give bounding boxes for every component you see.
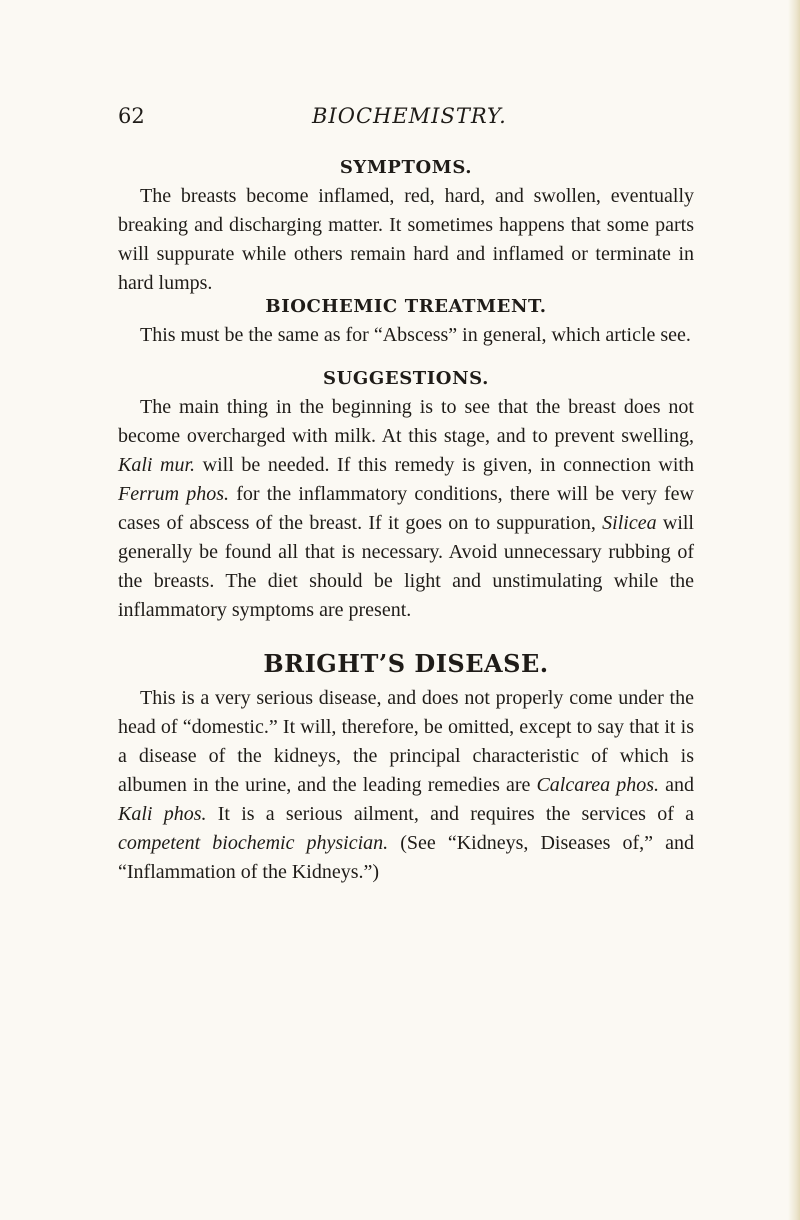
page-header <box>118 104 678 134</box>
brights-disease-heading: BRIGHT’S DISEASE. <box>263 649 549 678</box>
suggestions-paragraph <box>118 393 694 625</box>
competent-physician: competent biochemic physician. <box>118 832 389 854</box>
brights-text-4: (See “Kidneys, Diseases of,” and “Inflammation of the Kidneys.”) <box>118 832 694 883</box>
page-number: 62 <box>118 104 145 128</box>
remedy-calcarea-phos: Calcarea phos. <box>536 774 660 796</box>
suggestions-text-3: for the inflammatory conditions, there will be very few cases of abscess of the breast. If it goes on to suppuration, <box>118 483 695 534</box>
page-edge <box>788 0 800 1220</box>
remedy-silicea: Silicea <box>602 512 657 534</box>
running-title: BIOCHEMISTRY. <box>312 104 507 128</box>
brights-text-3: It is a serious ailment, and requires the services of a <box>206 803 694 825</box>
biochemic-treatment-paragraph: This must be the same as for “Abscess” in general, which article see. <box>140 324 691 346</box>
page-content <box>118 152 694 887</box>
remedy-kali-mur: Kali mur. <box>118 454 196 476</box>
biochemic-treatment-heading: BIOCHEMIC TREATMENT. <box>265 296 547 317</box>
remedy-kali-phos: Kali phos. <box>118 803 207 825</box>
symptoms-paragraph: The breasts become inflamed, red, hard, and swollen, eventually breaking and discharging matter. It sometimes happens that some parts will suppurate while others remain hard and inflamed or terminate in hard lumps. <box>118 185 694 294</box>
symptoms-heading: SYMPTOMS. <box>339 157 473 178</box>
brights-text-2: and <box>659 774 694 796</box>
suggestions-text-4: will generally be found all that is necessary. Avoid unnecessary rubbing of the breasts. The diet should be light and unstimulating while the inflammatory symptoms are present. <box>118 512 694 621</box>
suggestions-text-1: The main thing in the beginning is to see that the breast does not become overcharged with milk. At this stage, and to prevent swelling, <box>118 396 694 447</box>
brights-text-1: This is a very serious disease, and does not properly come under the head of “domestic.” It will, therefore, be omitted, except to say that it is a disease of the kidneys, the principal characteristic of which is albumen in the urine, and the leading remedies are <box>118 687 694 796</box>
remedy-ferrum-phos: Ferrum phos. <box>118 483 230 505</box>
suggestions-heading: SUGGESTIONS. <box>323 368 489 389</box>
suggestions-text-2: will be needed. If this remedy is given, in connection with <box>195 454 694 476</box>
brights-disease-paragraph <box>118 684 694 887</box>
